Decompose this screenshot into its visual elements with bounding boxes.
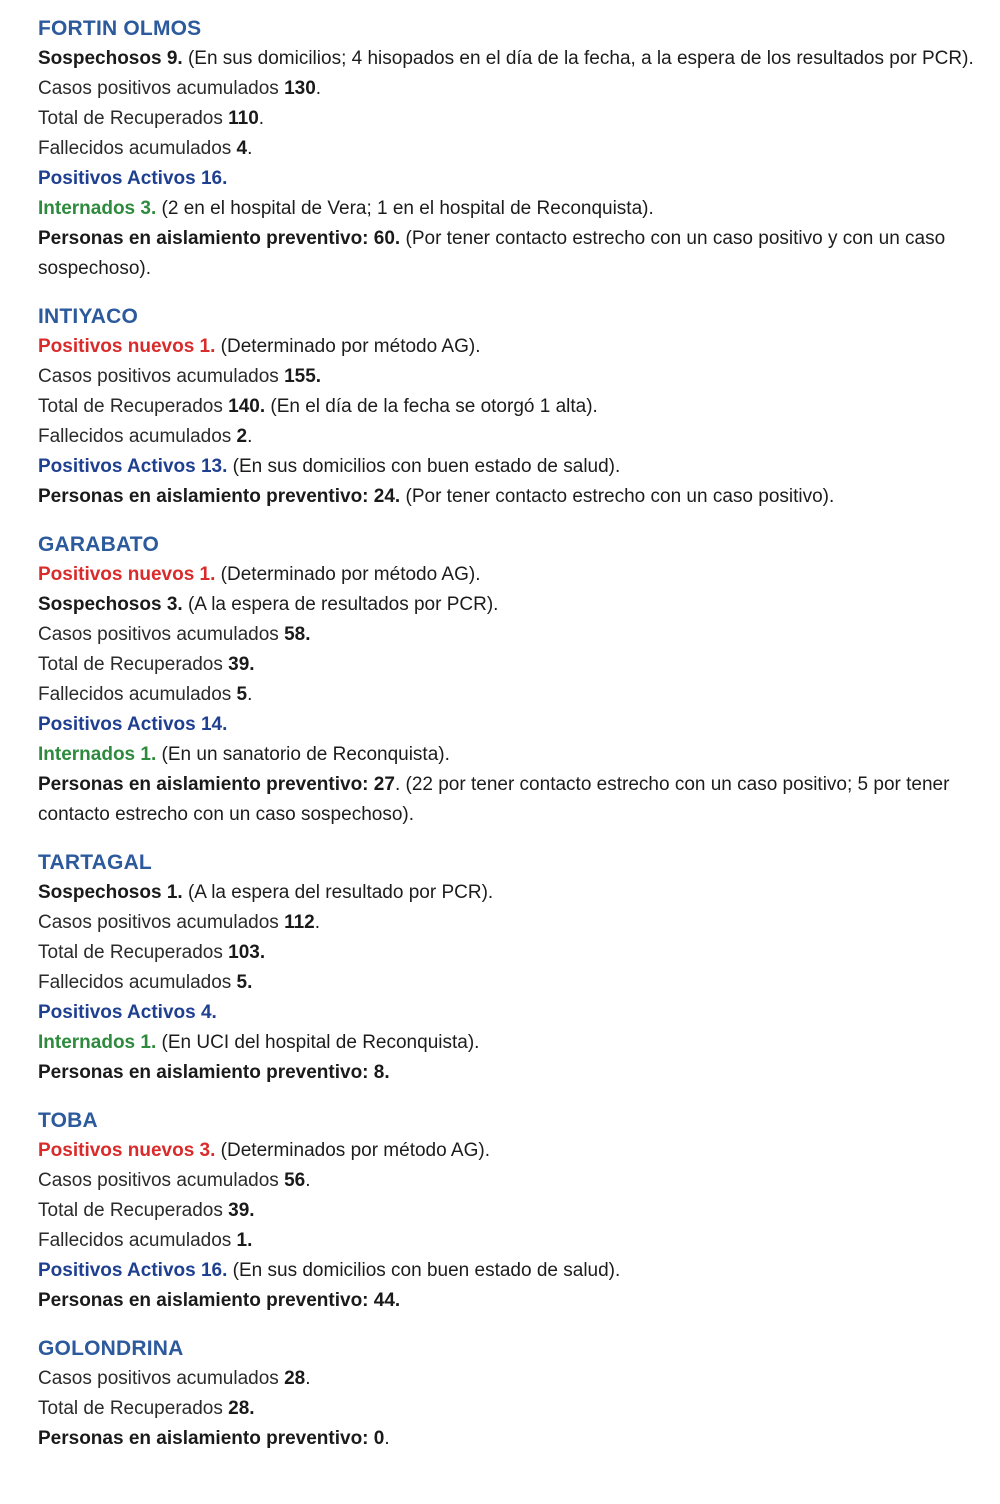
- locality-title: INTIYACO: [38, 305, 139, 328]
- line-label: Sospechosos: [38, 594, 167, 615]
- line-label: Internados: [38, 198, 141, 219]
- line-value: 1.: [140, 744, 157, 765]
- line-label: Internados: [38, 744, 141, 765]
- accumulated-cases-line: [38, 1364, 978, 1394]
- suspects-line: [38, 590, 978, 620]
- line-label: Total de Recuperados: [38, 396, 229, 417]
- isolation-line: [38, 1058, 978, 1088]
- line-value: 14.: [200, 714, 228, 735]
- isolation-line: [38, 770, 978, 830]
- line-note: (A la espera de resultados por PCR).: [182, 594, 499, 615]
- line-note: (En UCI del hospital de Reconquista).: [156, 1032, 480, 1053]
- recovered-line: [38, 938, 978, 968]
- line-label: Positivos nuevos: [38, 1140, 200, 1161]
- line-label: Casos positivos acumulados: [38, 1170, 285, 1191]
- line-label: Total de Recuperados: [38, 1200, 229, 1221]
- line-label: Fallecidos acumulados: [38, 426, 237, 447]
- line-label: Total de Recuperados: [38, 942, 229, 963]
- line-note: .: [384, 1428, 390, 1449]
- line-label: Positivos Activos: [38, 1002, 201, 1023]
- line-value: 3.: [199, 1140, 216, 1161]
- line-note: (En sus domicilios; 4 hisopados en el día de la fecha, a la espera de los resultados por PCR).: [182, 48, 974, 69]
- locality-section-intiyaco: [38, 302, 978, 512]
- line-note: .: [315, 78, 322, 99]
- line-value: 44.: [373, 1290, 401, 1311]
- line-note: (Determinado por método AG).: [215, 336, 481, 357]
- accumulated-cases-line: [38, 362, 978, 392]
- line-label: Positivos nuevos: [38, 564, 200, 585]
- locality-section-tartagal: [38, 848, 978, 1088]
- line-value: 60.: [373, 228, 401, 249]
- locality-title: FORTIN OLMOS: [38, 17, 202, 40]
- line-label: Fallecidos acumulados: [38, 138, 237, 159]
- line-label: Sospechosos: [38, 882, 167, 903]
- locality-section-golondrina: [38, 1334, 978, 1454]
- line-label: Fallecidos acumulados: [38, 684, 237, 705]
- line-label: Fallecidos acumulados: [38, 972, 237, 993]
- line-value: 5.: [236, 972, 253, 993]
- line-note: .: [314, 912, 321, 933]
- line-note: (Determinado por método AG).: [215, 564, 481, 585]
- line-value: 24.: [373, 486, 401, 507]
- line-note: (2 en el hospital de Vera; 1 en el hospital de Reconquista).: [156, 198, 654, 219]
- suspects-line: [38, 878, 978, 908]
- line-value: 4.: [200, 1002, 217, 1023]
- line-value: 1.: [166, 882, 183, 903]
- line-value: 130: [284, 78, 316, 99]
- line-note: (En sus domicilios con buen estado de salud).: [227, 1260, 621, 1281]
- line-label: Sospechosos: [38, 48, 167, 69]
- locality-section-fortin-olmos: [38, 14, 978, 284]
- line-value: 1.: [199, 336, 216, 357]
- line-value: 1.: [236, 1230, 253, 1251]
- recovered-line: [38, 650, 978, 680]
- line-note: .: [305, 1368, 311, 1389]
- isolation-line: [38, 224, 978, 284]
- line-label: Personas en aislamiento preventivo:: [38, 486, 374, 507]
- line-label: Positivos Activos: [38, 456, 201, 477]
- recovered-line: [38, 1196, 978, 1226]
- line-value: 110: [228, 108, 259, 129]
- line-label: Casos positivos acumulados: [38, 1368, 285, 1389]
- line-value: 16.: [200, 168, 228, 189]
- line-label: Total de Recuperados: [38, 108, 229, 129]
- recovered-line: [38, 1394, 978, 1424]
- line-value: 27: [373, 774, 395, 795]
- line-note: (Determinados por método AG).: [215, 1140, 490, 1161]
- line-note: (En sus domicilios con buen estado de salud).: [227, 456, 621, 477]
- line-value: 103.: [228, 942, 266, 963]
- accumulated-cases-line: [38, 74, 978, 104]
- line-value: 58.: [284, 624, 311, 645]
- line-label: Total de Recuperados: [38, 1398, 229, 1419]
- deceased-line: [38, 1226, 978, 1256]
- line-value: 28.: [228, 1398, 255, 1419]
- line-label: Positivos Activos: [38, 714, 201, 735]
- locality-title: TARTAGAL: [38, 851, 152, 874]
- line-label: Personas en aislamiento preventivo:: [38, 228, 374, 249]
- line-value: 4: [236, 138, 248, 159]
- line-label: Positivos Activos: [38, 1260, 201, 1281]
- line-note: (A la espera del resultado por PCR).: [182, 882, 494, 903]
- line-note: (Por tener contacto estrecho con un caso positivo y con un caso sospechoso).: [38, 228, 946, 279]
- active-positives-line: [38, 452, 978, 482]
- accumulated-cases-line: [38, 1166, 978, 1196]
- new-positives-line: [38, 560, 978, 590]
- hospitalized-line: [38, 740, 978, 770]
- line-label: Personas en aislamiento preventivo:: [38, 774, 374, 795]
- line-value: 112: [284, 912, 315, 933]
- recovered-line: [38, 392, 978, 422]
- new-positives-line: [38, 332, 978, 362]
- recovered-line: [38, 104, 978, 134]
- line-value: 155.: [284, 366, 322, 387]
- deceased-line: [38, 968, 978, 998]
- line-note: .: [247, 684, 253, 705]
- suspects-line: [38, 44, 978, 74]
- line-value: 8.: [373, 1062, 390, 1083]
- line-label: Casos positivos acumulados: [38, 366, 285, 387]
- isolation-line: [38, 1424, 978, 1454]
- line-value: 2: [236, 426, 248, 447]
- line-value: 1.: [140, 1032, 157, 1053]
- line-label: Fallecidos acumulados: [38, 1230, 237, 1251]
- line-note: (En un sanatorio de Reconquista).: [156, 744, 450, 765]
- line-label: Casos positivos acumulados: [38, 78, 285, 99]
- new-positives-line: [38, 1136, 978, 1166]
- line-note: (Por tener contacto estrecho con un caso positivo).: [400, 486, 835, 507]
- line-value: 1.: [199, 564, 216, 585]
- line-value: 0: [373, 1428, 385, 1449]
- active-positives-line: [38, 998, 978, 1028]
- line-label: Positivos Activos: [38, 168, 201, 189]
- line-value: 39.: [228, 1200, 255, 1221]
- line-label: Personas en aislamiento preventivo:: [38, 1428, 374, 1449]
- active-positives-line: [38, 164, 978, 194]
- line-value: 140.: [228, 396, 266, 417]
- deceased-line: [38, 134, 978, 164]
- line-note: (En el día de la fecha se otorgó 1 alta).: [265, 396, 598, 417]
- locality-section-toba: [38, 1106, 978, 1316]
- hospitalized-line: [38, 194, 978, 224]
- line-value: 28: [284, 1368, 306, 1389]
- line-note: .: [247, 426, 253, 447]
- line-label: Casos positivos acumulados: [38, 624, 285, 645]
- line-value: 56: [284, 1170, 306, 1191]
- line-note: . (22 por tener contacto estrecho con un caso positivo; 5 por tener contacto estrecho con un caso sospechoso).: [38, 774, 950, 825]
- deceased-line: [38, 422, 978, 452]
- line-label: Personas en aislamiento preventivo:: [38, 1290, 374, 1311]
- accumulated-cases-line: [38, 908, 978, 938]
- isolation-line: [38, 1286, 978, 1316]
- line-note: .: [305, 1170, 311, 1191]
- line-note: .: [258, 108, 265, 129]
- line-value: 13.: [200, 456, 228, 477]
- locality-section-garabato: [38, 530, 978, 830]
- line-note: .: [247, 138, 253, 159]
- line-value: 5: [236, 684, 248, 705]
- locality-title: GARABATO: [38, 533, 159, 556]
- active-positives-line: [38, 710, 978, 740]
- deceased-line: [38, 680, 978, 710]
- hospitalized-line: [38, 1028, 978, 1058]
- locality-title: GOLONDRINA: [38, 1337, 184, 1360]
- line-label: Casos positivos acumulados: [38, 912, 285, 933]
- line-value: 16.: [200, 1260, 228, 1281]
- active-positives-line: [38, 1256, 978, 1286]
- line-value: 3.: [140, 198, 157, 219]
- line-value: 9.: [166, 48, 183, 69]
- line-value: 3.: [166, 594, 183, 615]
- line-label: Positivos nuevos: [38, 336, 200, 357]
- line-label: Total de Recuperados: [38, 654, 229, 675]
- accumulated-cases-line: [38, 620, 978, 650]
- line-label: Personas en aislamiento preventivo:: [38, 1062, 374, 1083]
- line-label: Internados: [38, 1032, 141, 1053]
- isolation-line: [38, 482, 978, 512]
- locality-title: TOBA: [38, 1109, 98, 1132]
- line-value: 39.: [228, 654, 255, 675]
